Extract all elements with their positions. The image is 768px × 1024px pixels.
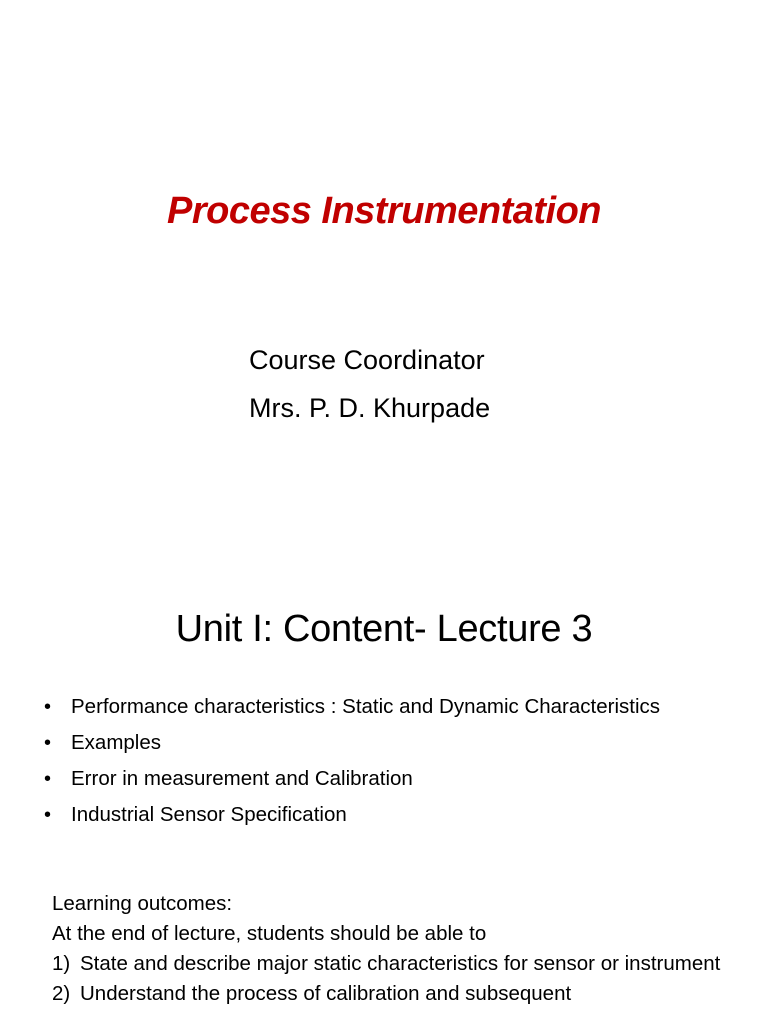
unit-title: Unit I: Content- Lecture 3 — [175, 608, 593, 650]
bullet-icon: • — [44, 768, 52, 790]
list-item — [52, 949, 742, 979]
list-item — [52, 979, 742, 1009]
outcome-text: State and describe major static characteristics for sensor or instrument — [80, 952, 721, 975]
bullet-text: Error in measurement and Calibration — [71, 767, 413, 790]
bullet-text: Examples — [71, 731, 162, 754]
coordinator-name: Mrs. P. D. Khurpade — [249, 393, 491, 423]
list-item — [44, 764, 734, 794]
outcome-number: 2) — [52, 982, 71, 1005]
outcomes-list — [52, 949, 742, 1009]
outcome-text: Understand the process of calibration and subsequent — [80, 982, 572, 1005]
list-item — [44, 728, 734, 758]
outcome-number: 1) — [52, 952, 71, 975]
bullet-text: Performance characteristics : Static and Dynamic Characteristics — [71, 695, 661, 718]
learning-outcomes — [52, 889, 742, 1009]
outcomes-intro: At the end of lecture, students should be able to — [52, 922, 487, 945]
bullet-text: Industrial Sensor Specification — [71, 803, 347, 826]
bullet-icon: • — [44, 732, 52, 754]
list-item — [44, 692, 734, 722]
outcomes-heading: Learning outcomes: — [52, 892, 233, 915]
coordinator-block — [249, 336, 490, 432]
coordinator-label: Course Coordinator — [249, 345, 485, 375]
list-item — [44, 800, 734, 830]
bullet-icon: • — [44, 804, 52, 826]
content-bullet-list — [44, 692, 734, 836]
slide-title: Process Instrumentation — [166, 190, 602, 232]
bullet-icon: • — [44, 696, 52, 718]
